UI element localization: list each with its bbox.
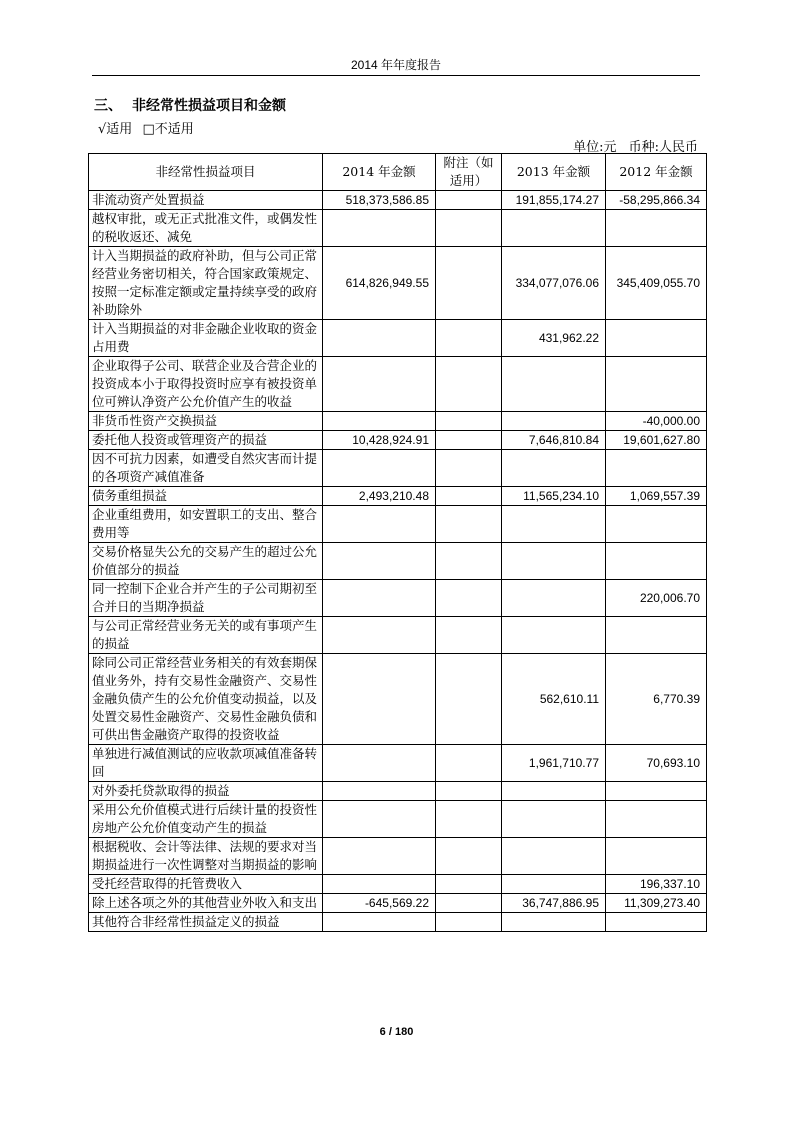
table-row: [89, 320, 707, 357]
currency-unit: 单位:元: [573, 140, 617, 155]
table-cell-2013: 431,962.22: [502, 320, 606, 357]
table-cell-item: 委托他人投资或管理资产的损益: [89, 431, 323, 450]
table-row: [89, 875, 707, 894]
currency: 币种:人民币: [628, 140, 698, 155]
header-item: 非经常性损益项目: [89, 154, 323, 191]
table-cell-2014: [323, 580, 436, 617]
table-cell-2014: [323, 357, 436, 412]
table-cell-note: [436, 913, 502, 932]
table-cell-item: 除上述各项之外的其他营业外收入和支出: [89, 894, 323, 913]
table-row: [89, 431, 707, 450]
table-cell-2013: [502, 838, 606, 875]
table-cell-2014: [323, 838, 436, 875]
table-cell-item: 非货币性资产交换损益: [89, 412, 323, 431]
table-row: [89, 506, 707, 543]
table-cell-item: 企业取得子公司、联营企业及合营企业的投资成本小于取得投资时应享有被投资单位可辨认净资产公允价值产生的收益: [89, 357, 323, 412]
table-row: [89, 894, 707, 913]
table-cell-note: [436, 782, 502, 801]
table-cell-item: 受托经营取得的托管费收入: [89, 875, 323, 894]
table-cell-2014: 2,493,210.48: [323, 487, 436, 506]
table-cell-2014: [323, 782, 436, 801]
table-cell-note: [436, 412, 502, 431]
table-cell-2014: 614,826,949.55: [323, 247, 436, 320]
table-cell-2014: [323, 210, 436, 247]
table-cell-2013: [502, 782, 606, 801]
section-title: 非经常性损益项目和金额: [132, 98, 286, 114]
header-2012: 2012 年金额: [606, 154, 707, 191]
table-cell-2014: [323, 506, 436, 543]
table-cell-2013: [502, 506, 606, 543]
non-recurring-items-table: [88, 153, 707, 932]
table-cell-2014: [323, 801, 436, 838]
applicability-options: [98, 118, 200, 137]
table-cell-note: [436, 894, 502, 913]
table-cell-note: [436, 617, 502, 654]
table-cell-2012: 196,337.10: [606, 875, 707, 894]
table-cell-2012: [606, 506, 707, 543]
table-cell-2013: 36,747,886.95: [502, 894, 606, 913]
table-cell-2012: 345,409,055.70: [606, 247, 707, 320]
table-cell-note: [436, 801, 502, 838]
table-row: [89, 487, 707, 506]
table-cell-2013: 1,961,710.77: [502, 745, 606, 782]
table-cell-2014: [323, 412, 436, 431]
table-cell-2012: 220,006.70: [606, 580, 707, 617]
table-cell-item: 非流动资产处置损益: [89, 191, 323, 210]
table-cell-2014: [323, 745, 436, 782]
not-applicable-option: □不适用: [142, 122, 194, 137]
table-cell-2014: [323, 617, 436, 654]
table-cell-2013: [502, 580, 606, 617]
table-cell-item: 计入当期损益的对非金融企业收取的资金占用费: [89, 320, 323, 357]
table-cell-2012: 19,601,627.80: [606, 431, 707, 450]
table-cell-note: [436, 580, 502, 617]
table-cell-item: 债务重组损益: [89, 487, 323, 506]
table-cell-2012: 1,069,557.39: [606, 487, 707, 506]
table-cell-item: 因不可抗力因素，如遭受自然灾害而计提的各项资产减值准备: [89, 450, 323, 487]
table-cell-2013: 11,565,234.10: [502, 487, 606, 506]
table-cell-item: 计入当期损益的政府补助，但与公司正常经营业务密切相关，符合国家政策规定、按照一定标准定额或定量持续享受的政府补助除外: [89, 247, 323, 320]
table-row: [89, 412, 707, 431]
table-row: [89, 782, 707, 801]
table-cell-2013: [502, 543, 606, 580]
table-row: [89, 580, 707, 617]
table-cell-2012: [606, 357, 707, 412]
applicable-option: √适用: [98, 122, 133, 137]
table-cell-note: [436, 210, 502, 247]
table-cell-2014: [323, 320, 436, 357]
table-cell-note: [436, 191, 502, 210]
table-cell-item: 与公司正常经营业务无关的或有事项产生的损益: [89, 617, 323, 654]
header-2013: 2013 年金额: [502, 154, 606, 191]
table-cell-2013: [502, 357, 606, 412]
table-cell-2012: [606, 543, 707, 580]
table-row: [89, 617, 707, 654]
table-cell-2012: [606, 913, 707, 932]
table-row: [89, 357, 707, 412]
table-row: [89, 838, 707, 875]
table-cell-2014: [323, 543, 436, 580]
table-cell-2012: 70,693.10: [606, 745, 707, 782]
table-row: [89, 450, 707, 487]
table-cell-2014: 518,373,586.85: [323, 191, 436, 210]
table-cell-2013: [502, 913, 606, 932]
table-cell-2014: 10,428,924.91: [323, 431, 436, 450]
table-cell-2012: [606, 617, 707, 654]
header-divider: [92, 75, 700, 76]
report-header: 2014 年年度报告: [350, 58, 442, 72]
table-cell-note: [436, 450, 502, 487]
table-cell-2012: 11,309,273.40: [606, 894, 707, 913]
table-cell-2013: [502, 210, 606, 247]
table-cell-item: 根据税收、会计等法律、法规的要求对当期损益进行一次性调整对当期损益的影响: [89, 838, 323, 875]
table-cell-2013: [502, 412, 606, 431]
table-cell-2012: 6,770.39: [606, 654, 707, 745]
header-note: 附注（如适用）: [436, 154, 502, 191]
table-row: [89, 210, 707, 247]
table-cell-2014: [323, 875, 436, 894]
table-cell-note: [436, 247, 502, 320]
table-cell-note: [436, 875, 502, 894]
table-cell-2014: [323, 654, 436, 745]
table-cell-2014: [323, 913, 436, 932]
table-cell-note: [436, 654, 502, 745]
table-cell-2012: [606, 838, 707, 875]
table-cell-2014: -645,569.22: [323, 894, 436, 913]
table-cell-2013: 334,077,076.06: [502, 247, 606, 320]
table-cell-item: 越权审批，或无正式批准文件，或偶发性的税收返还、减免: [89, 210, 323, 247]
table-cell-2013: 7,646,810.84: [502, 431, 606, 450]
table-cell-2012: -58,295,866.34: [606, 191, 707, 210]
table-cell-2014: [323, 450, 436, 487]
table-cell-2013: [502, 875, 606, 894]
table-row: [89, 543, 707, 580]
header-2014: 2014 年金额: [323, 154, 436, 191]
table-cell-2013: [502, 801, 606, 838]
table-cell-2012: -40,000.00: [606, 412, 707, 431]
table-cell-2013: [502, 450, 606, 487]
table-cell-item: 交易价格显失公允的交易产生的超过公允价值部分的损益: [89, 543, 323, 580]
table-row: [89, 654, 707, 745]
page-number: 6 / 180: [379, 1026, 414, 1038]
table-cell-note: [436, 487, 502, 506]
table-cell-note: [436, 543, 502, 580]
table-row: [89, 247, 707, 320]
table-row: [89, 801, 707, 838]
table-cell-2012: [606, 782, 707, 801]
table-cell-item: 单独进行减值测试的应收款项减值准备转回: [89, 745, 323, 782]
table-cell-note: [436, 745, 502, 782]
table-cell-note: [436, 357, 502, 412]
table-cell-note: [436, 431, 502, 450]
table-cell-item: 同一控制下企业合并产生的子公司期初至合并日的当期净损益: [89, 580, 323, 617]
table-cell-2013: 191,855,174.27: [502, 191, 606, 210]
table-cell-2013: [502, 617, 606, 654]
table-cell-item: 采用公允价值模式进行后续计量的投资性房地产公允价值变动产生的损益: [89, 801, 323, 838]
table-cell-2012: [606, 450, 707, 487]
table-row: [89, 745, 707, 782]
table-cell-item: 除同公司正常经营业务相关的有效套期保值业务外，持有交易性金融资产、交易性金融负债产生的公允价值变动损益，以及处置交易性金融资产、交易性金融负债和可供出售金融资产取得的投资收益: [89, 654, 323, 745]
table-cell-2012: [606, 801, 707, 838]
table-row: [89, 191, 707, 210]
table-cell-item: 企业重组费用，如安置职工的支出、整合费用等: [89, 506, 323, 543]
table-cell-2012: [606, 210, 707, 247]
table-header-row: [89, 154, 707, 191]
section-heading: [94, 95, 286, 115]
table-cell-note: [436, 838, 502, 875]
table-cell-note: [436, 506, 502, 543]
section-number: 三、: [94, 98, 122, 114]
table-cell-item: 其他符合非经常性损益定义的损益: [89, 913, 323, 932]
table-cell-2013: 562,610.11: [502, 654, 606, 745]
table-cell-item: 对外委托贷款取得的损益: [89, 782, 323, 801]
table-cell-note: [436, 320, 502, 357]
table-cell-2012: [606, 320, 707, 357]
table-row: [89, 913, 707, 932]
